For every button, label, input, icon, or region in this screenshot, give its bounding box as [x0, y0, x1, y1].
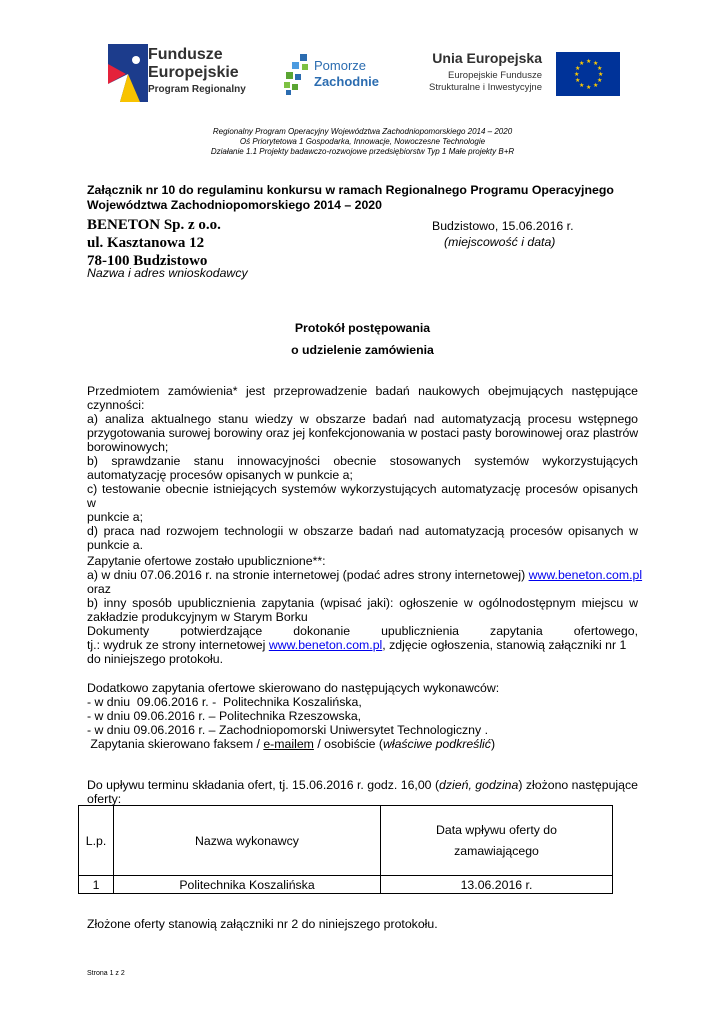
deadline-note: dzień, godzina [439, 778, 519, 792]
svg-text:★: ★ [593, 60, 599, 67]
svg-text:★: ★ [579, 82, 585, 89]
subject-line: b) sprawdzanie stanu innowacyjności obecnie stosowanych systemów wykorzystujących [87, 454, 638, 468]
applicant-street: ul. Kasztanowa 12 [87, 235, 205, 251]
deadline-post: ) złożono następujące [518, 778, 638, 792]
publication-b2: zakładzie produkcyjnym w Starym Borku [87, 610, 308, 624]
ue-line3: Strukturalne i Inwestycyjne [429, 82, 542, 93]
svg-text:★: ★ [597, 77, 603, 84]
subject-line: punkcie a; [87, 510, 144, 524]
protocol-title-line2: o udzielenie zamówienia [291, 343, 434, 357]
fe-line3: Program Regionalny [148, 84, 246, 95]
subject-line: czynności: [87, 398, 145, 412]
protocol-title-line1: Protokół postępowania [294, 321, 431, 335]
publication-docs1: Dokumenty potwierdzające dokonanie upublicznienia zapytania ofertowego, [87, 624, 638, 638]
deadline-section [87, 778, 638, 806]
svg-text:★: ★ [574, 71, 580, 78]
applicant-label: Nazwa i adres wnioskodawcy [87, 266, 248, 280]
program-header-line2: Oś Priorytetowa 1 Gospodarka, Innowacje, Nowoczesne Technologie [239, 137, 486, 146]
subject-line: punkcie a. [87, 538, 144, 552]
svg-text:★: ★ [575, 65, 581, 72]
annex-title-line1: Załącznik nr 10 do regulaminu konkursu w ramach Regionalnego Programu Operacyjnego [87, 183, 614, 197]
place-date-label: (miejscowość i data) [444, 235, 556, 249]
website-link[interactable]: www.beneton.com.pl [528, 568, 643, 582]
header-lp: L.p. [79, 806, 114, 876]
applicant-name: BENETON Sp. z o.o. [87, 217, 221, 233]
svg-text:★: ★ [579, 60, 585, 67]
pomorze-zachodnie-logo [282, 52, 392, 98]
additional-item: - w dniu 09.06.2016 r. – Politechnika Rzeszowska, [87, 709, 362, 723]
svg-text:★: ★ [598, 71, 604, 78]
table-row [79, 876, 613, 894]
subject-line: a) analiza aktualnego stanu wiedzy w obszarze badań nad automatyzacją procesu wstępnego [87, 412, 638, 426]
publication-section [87, 554, 643, 666]
subject-line: c) testowanie obecnie istniejących systemów wykorzystujących automatyzację procesów opisanych w [87, 482, 638, 510]
svg-text:★: ★ [593, 82, 599, 89]
row-lp: 1 [79, 876, 114, 894]
subject-line: Przedmiotem zamówienia* jest przeprowadzenie badań naukowych obejmujących następujące [87, 384, 638, 398]
fe-star-icon [106, 44, 150, 102]
unia-europejska-logo [430, 50, 620, 98]
method-mid: / osobiście ( [313, 737, 383, 751]
program-header-line3: Działanie 1.1 Projekty badawczo-rozwojowe przedsiębiorstw Typ 1 Małe projekty B+R [210, 147, 515, 156]
page-number: Strona 1 z 2 [87, 970, 125, 977]
row-date: 13.06.2016 r. [381, 876, 613, 894]
additional-item: - w dniu 09.06.2016 r. - Politechnika Koszalińska, [87, 695, 362, 709]
svg-text:★: ★ [575, 77, 581, 84]
publication-a [87, 568, 643, 582]
fundusze-europejskie-logo [106, 44, 266, 102]
ue-line2: Europejskie Fundusze [448, 70, 542, 81]
subject-line: borowinowych; [87, 440, 169, 454]
website-link-2[interactable]: www.beneton.com.pl [268, 638, 383, 652]
svg-text:★: ★ [597, 65, 603, 72]
pomorze-line2: Zachodnie [314, 74, 380, 89]
publication-docs2-pre: tj.: wydruk ze strony internetowej [87, 638, 266, 652]
additional-section [87, 681, 638, 751]
additional-intro: Dodatkowo zapytania ofertowe skierowano do następujących wykonawców: [87, 681, 500, 695]
deadline-line2: oferty: [87, 792, 122, 806]
eu-flag-icon [556, 52, 620, 96]
publication-intro: Zapytanie ofertowe zostało upublicznione**: [87, 554, 326, 568]
method-email: e-mailem [263, 737, 314, 751]
program-header-line1: Regionalny Program Operacyjny Województwa Zachodniopomorskiego 2014 – 2020 [212, 127, 513, 136]
pomorze-squares-icon [282, 52, 316, 98]
applicant-city: 78-100 Budzistowo [87, 253, 208, 269]
svg-text:★: ★ [586, 58, 592, 65]
header-name: Nazwa wykonawcy [114, 806, 381, 876]
annex-title-line2: Województwa Zachodniopomorskiego 2014 – 2020 [87, 198, 382, 212]
offers-table [78, 805, 613, 894]
method-end: ) [490, 737, 496, 751]
pomorze-line1: Pomorze [314, 58, 367, 73]
fe-line1: Fundusze [148, 46, 223, 63]
header-date-line2: zamawiającego [454, 843, 539, 858]
subject-line: automatyzację procesów opisanych w punkcie a; [87, 468, 353, 482]
subject-line: przygotowania surowej borowiny oraz jej konfekcjonowania w postaci pasty borowinowej oraz plastrów [87, 426, 638, 440]
publication-docs2-post: , zdjęcie ogłoszenia, stanowią załączniki nr 1 [382, 638, 627, 652]
row-name: Politechnika Koszalińska [114, 876, 381, 894]
deadline-line1 [87, 778, 638, 792]
fe-line2: Europejskie [148, 64, 239, 81]
publication-a-text: a) w dniu 07.06.2016 r. na stronie internetowej (podać adres strony internetowej) [87, 568, 526, 582]
additional-method [87, 737, 638, 751]
publication-b1: b) inny sposób upublicznienia zapytania (wpisać jaki): ogłoszenie w ogólnodostępnym miejscu w [87, 596, 638, 610]
method-pre: Zapytania skierowano faksem / [87, 737, 264, 751]
header-date-line1: Data wpływu oferty do [436, 822, 557, 837]
publication-docs2 [87, 638, 638, 652]
additional-item: - w dniu 09.06.2016 r. – Zachodniopomorski Uniwersytet Technologiczny . [87, 723, 489, 737]
deadline-pre: Do upływu terminu składania ofert, tj. 15.06.2016 r. godz. 16,00 ( [87, 778, 440, 792]
closing-text: Złożone oferty stanowią załączniki nr 2 do niniejszego protokołu. [87, 917, 438, 931]
table-header-row [79, 806, 613, 876]
place-date: Budzistowo, 15.06.2016 r. [432, 219, 574, 233]
method-note: właściwe podkreślić [382, 737, 491, 751]
subject-line: d) praca nad rozwojem technologii w obszarze badań nad automatyzacją procesów opisanych w [87, 524, 638, 538]
publication-docs3: do niniejszego protokołu. [87, 652, 224, 666]
subject-section [87, 384, 638, 552]
publication-a-tail: oraz [87, 582, 111, 596]
header-date [381, 806, 613, 876]
svg-text:★: ★ [586, 84, 592, 91]
ue-title: Unia Europejska [432, 50, 542, 66]
